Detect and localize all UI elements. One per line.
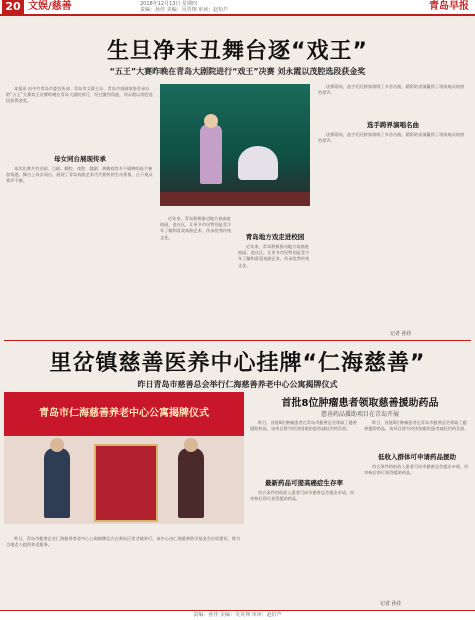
story2-body <box>6 536 242 608</box>
story1-headline: 生旦净末丑舞台逐“戏王” <box>107 39 368 64</box>
story1-photo <box>160 84 310 206</box>
story1-body-2-text: 近年来，青岛积极推动地方戏曲进校园、进社区，让更多市民特别是青少年了解和喜爱戏曲艺术，传承优秀传统文化。 <box>238 244 310 268</box>
story2-photo <box>4 392 244 524</box>
story2-side-body-3-text: 昨日，首批8位肿瘤患者在青岛市慈善总会领取了慈善援助药品，该项目将为经济困难的患者减轻用药负担。 <box>364 420 469 432</box>
story1-subhead-1: 母女同台展现传承 <box>54 155 106 163</box>
story2-side-body-3 <box>364 420 470 450</box>
story1-subhead-2: 青岛地方戏走进校园 <box>245 233 305 241</box>
page-header <box>0 0 475 16</box>
story1-body-mid-text: 近年来，青岛积极推动地方戏曲进校园、进社区，让更多市民特别是青少年了解和喜爱戏曲艺术，传承优秀传统文化。 <box>160 216 232 240</box>
person-right <box>178 448 204 518</box>
header-date: 2018年12月13日 星期四 <box>140 1 198 7</box>
story2-headline: 里岔镇慈善医养中心挂牌“仁海慈善” <box>49 351 426 376</box>
story2-side-body-2-text: 符合条件的低收入患者可向市慈善总会提出申请，经审核后即可获得援助药品。 <box>250 490 355 502</box>
story2-side-headline: 首批8位肿瘤患者领取慈善援助药品 <box>281 398 439 409</box>
story2-side-body-4-text: 符合条件的低收入患者可向市慈善总会提出申请，经审核后即可获得援助药品。 <box>364 464 469 476</box>
story1-lead-text: 本报讯 由中共青岛市委宣传部、青岛市文联主办、青岛市戏剧家协会承办的“五王”大赛戏王决赛昨晚在青岛大剧院举行，经过激烈角逐，刘永霞以茂腔选段获得金奖。 <box>6 86 153 104</box>
newspaper-logo: 青岛早报 <box>429 1 469 12</box>
story2-side-body-2 <box>250 490 358 608</box>
story2-subtitle: 昨日青岛市慈善总会举行仁海慈善养老中心公寓揭牌仪式 <box>137 380 338 389</box>
story1-subtitle: “五王”大赛昨晚在青岛大剧院进行“戏王”决赛 刘永霞以茂腔选段获金奖 <box>109 67 366 76</box>
performer-figure-2 <box>238 146 278 180</box>
performer-head-1 <box>204 114 218 128</box>
story2-body-text: 昨日，青岛市慈善总会仁海慈善养老中心公寓揭牌仪式在黄岛区里岔镇举行。该中心由仁海慈善助学基金会出资建设，将为当地老人提供养老服务。 <box>6 536 241 548</box>
header-editors: 责编：孙佳 美编：吴英翔 审读：赵恰芦 <box>140 7 229 13</box>
story1-body-right-top-text: 决赛现场，选手们还跨界演唱了多首名曲，精彩的表演赢得了现场观众的热烈掌声。 <box>318 84 465 96</box>
story1-body-1 <box>6 166 154 326</box>
page-number: 20 <box>2 0 24 14</box>
story2-side-subhead-3: 低收入群体可申请药品援助 <box>378 453 456 461</box>
story1-body-3 <box>318 132 468 328</box>
story2-side-subtitle: 慈善药品援助项目在青岛开展 <box>320 411 399 418</box>
story1-body-right-top <box>318 84 468 118</box>
story1-lead <box>6 86 154 150</box>
plaque <box>94 444 158 522</box>
performer-figure-1 <box>200 124 222 184</box>
person-left <box>44 448 70 518</box>
person-left-head <box>50 438 64 452</box>
story1-byline: 记者 孙佳 <box>390 331 412 337</box>
story2-byline: 记者 孙佳 <box>380 601 402 607</box>
story1-body-mid <box>160 216 234 328</box>
story2-side-subhead-2: 最新药品可提高癌症生存率 <box>265 479 343 487</box>
story1-body-1-text: 本次比赛共有京剧、吕剧、柳腔、茂腔、越剧、黄梅戏等多个剧种的选手参加角逐。舞台上母女同台，展现了青岛戏曲艺术代代相传的生动景象，台下观众掌声不断。 <box>6 166 153 184</box>
page-footer: 责编：孙佳 美编：吴英翔 审读：赵恰芦 <box>0 610 475 620</box>
stage-floor <box>160 192 310 206</box>
story2-side-body-4 <box>364 464 470 598</box>
header-meta <box>140 1 290 13</box>
story2-side-body-1 <box>250 420 358 476</box>
story1-body-2 <box>238 244 312 328</box>
person-right-head <box>184 438 198 452</box>
story1-body-3-text: 决赛现场，选手们还跨界演唱了多首名曲，精彩的表演赢得了现场观众的热烈掌声。 <box>318 132 465 144</box>
section-title: 文娱/慈善 <box>28 1 72 12</box>
section-divider <box>4 340 471 341</box>
story1-subhead-3: 选手跨界演唱名曲 <box>367 121 419 129</box>
ceremony-banner: 青岛市仁海慈善养老中心公寓揭牌仪式 <box>39 408 209 419</box>
story2-side-body-1-text: 昨日，首批8位肿瘤患者在青岛市慈善总会领取了慈善援助药品，该项目将为经济困难的患者减轻用药负担。 <box>250 420 357 432</box>
